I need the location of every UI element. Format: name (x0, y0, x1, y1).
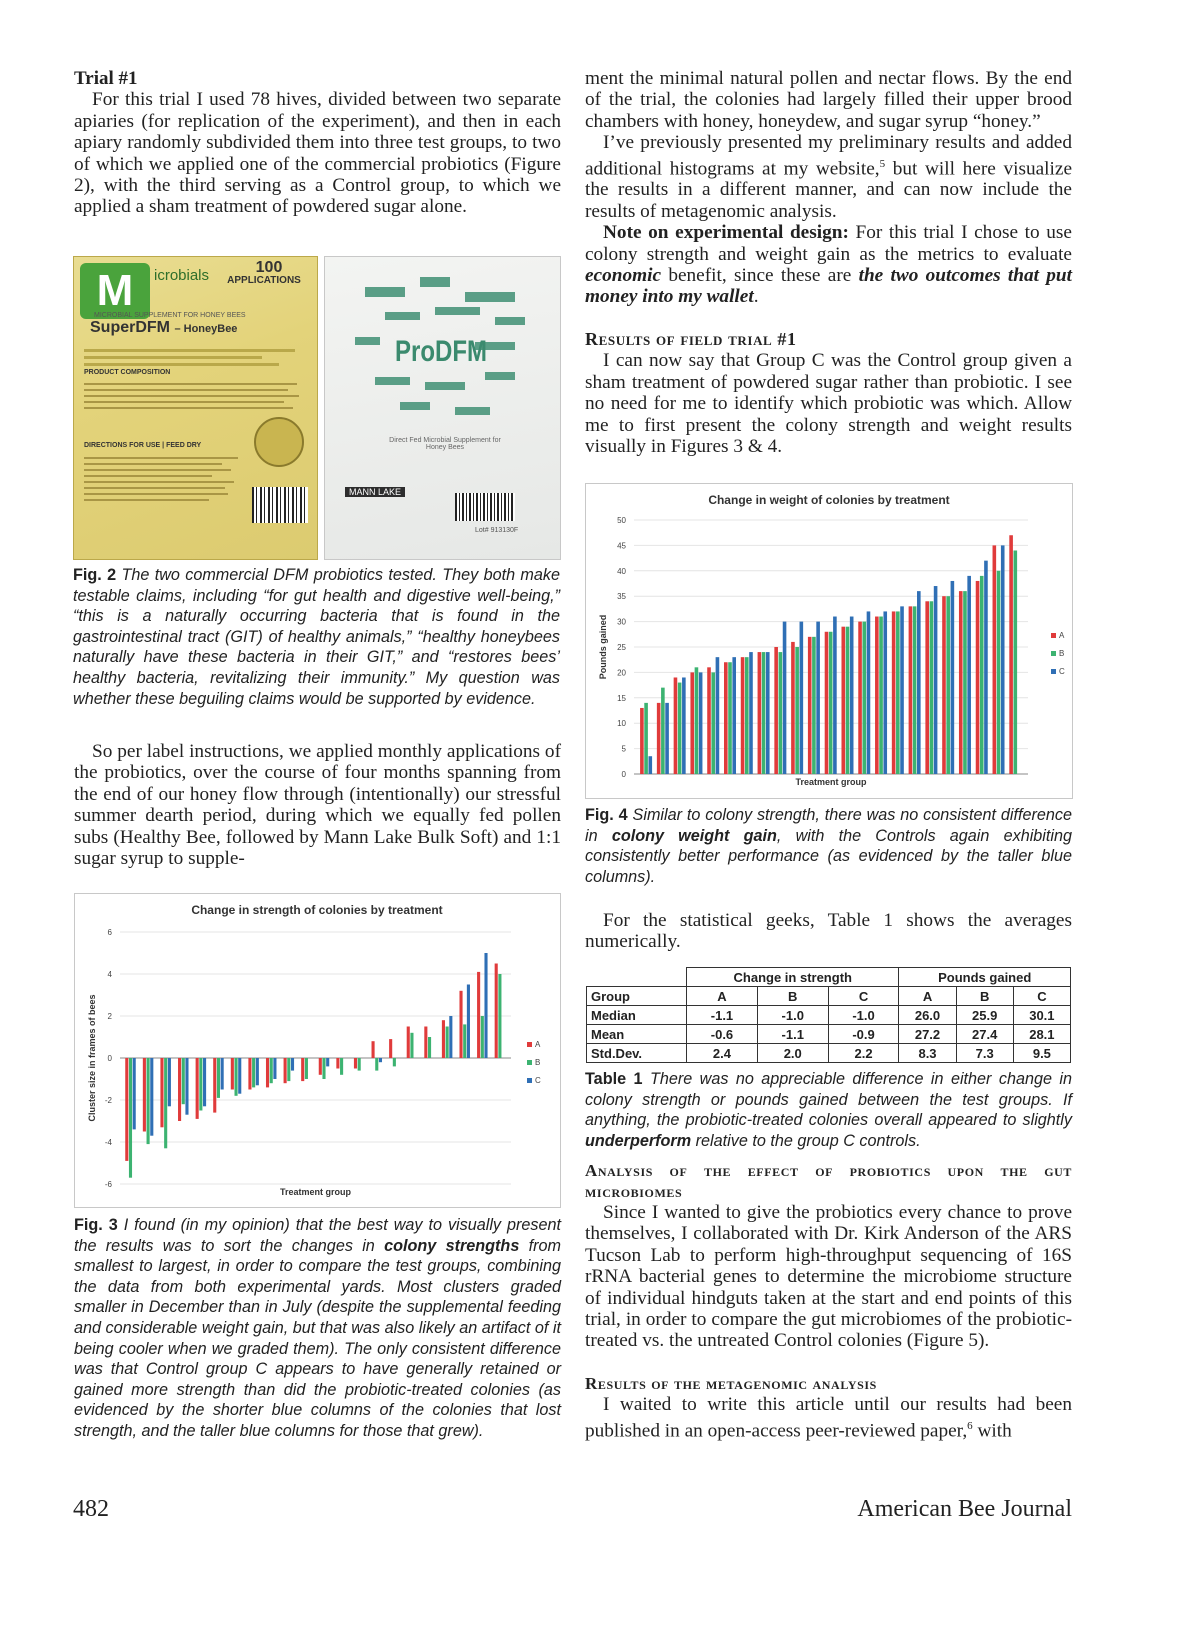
prodfm-photo (324, 256, 561, 560)
bar-b (946, 596, 950, 774)
table1-caption (585, 1069, 1072, 1151)
y-tick-label: 25 (617, 643, 626, 652)
weight-chart-svg (586, 484, 1072, 798)
table-cell: 26.0 (899, 1006, 956, 1025)
fig4-caption (585, 805, 1072, 887)
bar-a (495, 964, 498, 1059)
x-axis-label: Treatment group (279, 1187, 352, 1197)
y-tick-label: 5 (621, 744, 626, 754)
bar-c (221, 1058, 224, 1090)
table1 (586, 967, 1071, 1063)
paragraph: So per label instructions, we applied monthly applications of the probiotics, over the course of four months spanning from the end of our honey flow through (intentionally) our stressful summer dearth period, during which we equally fed pollen subs (Healthy Bee, followed by Mann Lake Bulk Soft) and 1:1 sugar syrup to supple- (74, 741, 561, 870)
bar-b (980, 576, 984, 774)
bar-c (917, 591, 921, 774)
bar-b (846, 627, 850, 774)
seal-badge (254, 417, 304, 467)
paragraph: For the statistical geeks, Table 1 shows the averages numerically. (585, 910, 1072, 953)
bar-c (273, 1058, 276, 1079)
caption-emphasis: underperform (585, 1131, 692, 1150)
bar-b (252, 1058, 255, 1087)
table-cell: -1.1 (687, 1006, 758, 1025)
paragraph: ment the minimal natural pollen and nectar flows. By the end of the trial, the colonies had largely filled their upper brood chambers with honey, honeydew, and sugar syrup “honey.” (585, 68, 1072, 132)
bar-b (896, 611, 900, 774)
y-tick-label: 35 (617, 592, 626, 602)
bar-a (1009, 535, 1013, 774)
bar-a (213, 1058, 216, 1113)
bar-c (150, 1058, 153, 1136)
bar-b (305, 1058, 308, 1079)
y-tick-label: 6 (107, 928, 112, 937)
bar-a (640, 708, 644, 774)
bar-b (217, 1058, 220, 1098)
bar-c (800, 622, 804, 774)
bar-a (791, 642, 795, 774)
bar-b (358, 1058, 361, 1071)
table-cell: B (956, 987, 1013, 1006)
bar-b (270, 1058, 273, 1083)
table-row-label: Group (587, 987, 687, 1006)
right-column-bottom (585, 1160, 1072, 1441)
bar-a (892, 611, 896, 774)
bar-a (942, 596, 946, 774)
bar-b (963, 591, 967, 774)
table-cell: 27.2 (899, 1025, 956, 1044)
bar-b (446, 1027, 449, 1059)
bar-b (287, 1058, 290, 1081)
caption-emphasis: colony weight gain (611, 826, 777, 845)
table-cell: -1.0 (757, 1006, 828, 1025)
bar-b (498, 974, 501, 1058)
table-cell: 27.4 (956, 1025, 1013, 1044)
chart-title: Change in weight of colonies by treatment (708, 493, 950, 507)
bar-b (812, 637, 816, 774)
legend-label: A (535, 1040, 541, 1049)
bar-b (930, 601, 934, 774)
bar-a (808, 637, 812, 774)
table-cell: C (1013, 987, 1070, 1006)
bar-c (749, 652, 753, 774)
bar-c (716, 657, 720, 774)
applications-label: APPLICATIONS (227, 275, 301, 286)
bar-c (883, 611, 887, 774)
trial-heading: Trial #1 (74, 68, 138, 89)
table-cell: 8.3 (899, 1044, 956, 1063)
prodfm-title: ProDFM (395, 335, 487, 368)
bar-b (795, 647, 799, 774)
table-row (587, 1025, 1071, 1044)
bar-c (1001, 545, 1005, 774)
table-cell: 25.9 (956, 1006, 1013, 1025)
table-group-header: Pounds gained (899, 968, 1071, 987)
bar-c (850, 617, 854, 774)
legend-label: A (1059, 631, 1065, 640)
section-heading: Results of the metagenomic analysis (585, 1373, 877, 1393)
bar-c (467, 985, 470, 1059)
caption-text: relative to the group C controls. (695, 1131, 921, 1150)
section-heading: Analysis of the effect of probiotics upon the gut microbiomes (585, 1161, 1072, 1201)
bar-a (774, 647, 778, 774)
bar-c (185, 1058, 188, 1115)
caption-text: There was no appreciable difference in either change in colony strength or pounds gained between the test groups. If anything, the probiotic-treated colonies overall appeared to slightly (585, 1070, 1073, 1130)
table-cell: 7.3 (956, 1044, 1013, 1063)
directions-text (84, 453, 244, 505)
bar-a (925, 601, 929, 774)
legend-label: C (535, 1076, 541, 1085)
table-cell: A (899, 987, 956, 1006)
left-column-top (74, 68, 561, 218)
label-fine-print (84, 345, 306, 370)
bar-b (879, 617, 883, 774)
bar-c (816, 622, 820, 774)
mann-lake-logo: MANN LAKE (345, 487, 405, 497)
section-heading: Results of field trial #1 (585, 328, 797, 349)
y-axis-label: Pounds gained (598, 614, 608, 680)
bar-a (266, 1058, 269, 1087)
fig3-chart (74, 893, 561, 1208)
table-row-label: Median (587, 1006, 687, 1025)
bar-a (858, 622, 862, 774)
table-cell: -0.9 (828, 1025, 899, 1044)
table-cell: -1.1 (757, 1025, 828, 1044)
x-axis-label: Treatment group (795, 777, 867, 787)
table-cell: 2.2 (828, 1044, 899, 1063)
table-cell: 30.1 (1013, 1006, 1070, 1025)
bar-b (779, 652, 783, 774)
bar-a (875, 617, 879, 774)
y-tick-label: 20 (617, 668, 626, 678)
bar-a (841, 627, 845, 774)
bar-b (678, 683, 682, 774)
table-header-row (587, 968, 1071, 987)
fig3-caption (74, 1215, 561, 1442)
bar-a (976, 581, 980, 774)
bar-c (766, 652, 770, 774)
y-tick-label: 50 (617, 516, 626, 525)
table-cell: A (687, 987, 758, 1006)
left-column-middle (74, 741, 561, 869)
bar-c (238, 1058, 241, 1094)
table-cell: C (828, 987, 899, 1006)
bar-c (665, 703, 669, 774)
bar-b (745, 657, 749, 774)
brand-label: icrobials (154, 267, 210, 284)
bar-a (354, 1058, 357, 1069)
bar-b (481, 1016, 484, 1058)
prodfm-subtitle: Direct Fed Microbial Supplement for Honey Bees (389, 437, 501, 451)
bar-a (178, 1058, 181, 1121)
paragraph: I can now say that Group C was the Control group given a sham treatment of powdered sugar rather than probiotic. I see no need for me to identify which probiotic was which. Allow me to first present the colony strength and weight results visually in Figures 3 & 4. (585, 350, 1072, 457)
bar-a (196, 1058, 199, 1119)
microbials-logo: M (80, 263, 150, 319)
caption-label: Fig. 2 (73, 566, 117, 584)
bar-a (477, 972, 480, 1058)
caption-label: Fig. 4 (585, 806, 628, 824)
bar-c (951, 581, 955, 774)
bar-a (909, 606, 913, 774)
table-row (587, 1006, 1071, 1025)
y-tick-label: 2 (107, 1012, 112, 1021)
bar-c (682, 677, 686, 774)
bar-b (164, 1058, 167, 1148)
paragraph: Note on experimental design: For this trial I chose to use colony strength and weight gain as the metrics to evaluate economic benefit, since these are the two outcomes that put money into my wallet. (585, 222, 1072, 308)
bar-c (256, 1058, 259, 1085)
journal-name: American Bee Journal (857, 1496, 1072, 1522)
y-tick-label: 0 (621, 770, 626, 779)
paragraph: Since I wanted to give the probiotics every chance to prove themselves, I collaborated with Dr. Kirk Anderson of the ARS Tucson Lab to perform high-throughput sequencing of 16S rRNA bacterial genes to determine the microbiome structure of individual hindguts taken at the start and end points of this trial, in order to compare the gut microbiomes of the probiotic-treated vs. the untreated Control colonies (Figure 5). (585, 1202, 1072, 1352)
chart-title: Change in strength of colonies by treatment (191, 903, 443, 917)
bar-a (758, 652, 762, 774)
bar-a (336, 1058, 339, 1069)
bar-c (168, 1058, 171, 1106)
bar-a (690, 672, 694, 774)
table-cell: -0.6 (687, 1025, 758, 1044)
bar-a (143, 1058, 146, 1132)
caption-label: Fig. 3 (74, 1216, 118, 1234)
bar-b (182, 1058, 185, 1104)
bar-b (340, 1058, 343, 1075)
y-tick-label: 0 (107, 1054, 112, 1063)
y-tick-label: -4 (104, 1138, 112, 1147)
y-tick-label: 30 (617, 617, 626, 627)
bar-a (674, 677, 678, 774)
bar-c (291, 1058, 294, 1071)
bar-b (463, 1024, 466, 1058)
legend-label: B (535, 1058, 541, 1067)
caption-text: The two commercial DFM probiotics tested. They both make testable claims, including “for gut health and digestive well-being,” “this is a naturally occurring bacteria that is found in the gastrointestinal tract (GIT) of healthy animals,” “healthy honeybees naturally have these bacteria in their GIT,” and “restores bees’ healthy bacteria, revitalizing their immunity.” My question was whether these beguiling claims would be supported by evidence. (73, 566, 561, 708)
legend-swatch (1051, 633, 1056, 638)
bar-c (699, 672, 703, 774)
table-row (587, 1044, 1071, 1063)
caption-emphasis: colony strengths (384, 1236, 520, 1255)
bar-b (997, 571, 1001, 774)
bar-c (833, 617, 837, 774)
bar-c (783, 622, 787, 774)
table-row (587, 987, 1071, 1006)
bar-b (322, 1058, 325, 1079)
table-cell: 9.5 (1013, 1044, 1070, 1063)
y-tick-label: 4 (107, 970, 112, 979)
bar-a (442, 1020, 445, 1058)
composition-heading: PRODUCT COMPOSITION (84, 369, 171, 376)
legend-label: B (1059, 649, 1065, 658)
bar-a (301, 1058, 304, 1081)
bar-b (711, 672, 715, 774)
bar-b (728, 662, 732, 774)
y-tick-label: 15 (617, 693, 626, 703)
legend-swatch (1051, 669, 1056, 674)
bar-c (867, 611, 871, 774)
y-tick-label: -6 (104, 1180, 112, 1189)
bar-c (934, 586, 938, 774)
table-cell: -1.0 (828, 1006, 899, 1025)
paragraph: For this trial I used 78 hives, divided between two separate apiaries (for replication of the experiment), and then in each apiary randomly subdivided them into three test groups, to two of which we applied one of the commercial probiotics (Figure 2), with the third serving as a Control group, to which we applied a sham treatment of powdered sugar alone. (74, 89, 561, 218)
bar-c (732, 657, 736, 774)
bar-b (862, 622, 866, 774)
fig2-caption (73, 565, 560, 709)
bar-a (284, 1058, 287, 1083)
bar-b (913, 606, 917, 774)
bar-b (829, 632, 833, 774)
bar-b (147, 1058, 150, 1144)
bar-c (203, 1058, 206, 1106)
y-tick-label: 40 (617, 566, 626, 576)
bar-b (410, 1033, 413, 1058)
page-number: 482 (73, 1496, 109, 1522)
paragraph: I waited to write this article until our results had been published in an open-access peer-reviewed paper,$^6$ with (585, 1394, 1072, 1442)
table-row-label: Mean (587, 1025, 687, 1044)
bar-c (379, 1058, 382, 1062)
caption-text: I found (in my opinion) that the best way to visually present the results was to sort the changes in (74, 1216, 561, 1255)
superdfm-photo (73, 256, 318, 560)
right-column-middle (585, 910, 1072, 953)
caption-label: Table 1 (585, 1070, 643, 1088)
bar-a (407, 1027, 410, 1059)
bar-c (900, 606, 904, 774)
applications-count: 100 (255, 259, 283, 276)
table-cell: 28.1 (1013, 1025, 1070, 1044)
bar-c (984, 561, 988, 774)
bar-a (125, 1058, 128, 1161)
table-cell: B (757, 987, 828, 1006)
right-column-top (585, 68, 1072, 457)
stats-table (586, 967, 1071, 1063)
bar-b (393, 1058, 396, 1066)
bar-a (319, 1058, 322, 1075)
bar-c (133, 1058, 136, 1129)
table-group-header: Change in strength (687, 968, 899, 987)
bar-a (248, 1058, 251, 1090)
legend-swatch (527, 1060, 532, 1065)
table-cell: 2.4 (687, 1044, 758, 1063)
table-cell: 2.0 (757, 1044, 828, 1063)
bar-c (484, 953, 487, 1058)
table-row-label: Std.Dev. (587, 1044, 687, 1063)
y-tick-label: -2 (104, 1096, 112, 1105)
paragraph: I’ve previously presented my preliminary results and added additional histograms at my website,$^5$ but will here visualize the results in a different manner, and can now include the results of metagenomic analysis. (585, 132, 1072, 222)
bar-a (389, 1039, 392, 1058)
legend-swatch (1051, 651, 1056, 656)
bar-c (326, 1058, 329, 1066)
bar-a (231, 1058, 234, 1090)
bar-a (959, 591, 963, 774)
fig4-chart (585, 483, 1073, 799)
lot-number: Lot# 913130F (475, 527, 519, 534)
composition-text (84, 379, 306, 413)
caption-text: Similar to colony strength, there was no consistent difference in (585, 806, 1072, 845)
legend-label: C (1059, 667, 1065, 676)
bar-c (967, 576, 971, 774)
legend-swatch (527, 1078, 532, 1083)
bar-a (657, 703, 661, 774)
bar-b (1014, 550, 1018, 774)
caption-text: , with the Controls again exhibiting consistently better performance (as evidenced by the taller blue columns). (585, 826, 1072, 886)
directions-heading: DIRECTIONS FOR USE | FEED DRY (84, 442, 202, 449)
bar-a (459, 991, 462, 1058)
legend-swatch (527, 1042, 532, 1047)
bar-a (825, 632, 829, 774)
bar-a (372, 1041, 375, 1058)
strength-chart-svg (75, 894, 560, 1207)
bar-c (648, 756, 652, 774)
bar-a (707, 667, 711, 774)
bar-a (741, 657, 745, 774)
y-axis-label: Cluster size in frames of bees (87, 994, 97, 1122)
bar-c (449, 1016, 452, 1058)
supplement-line: MICROBIAL SUPPLEMENT FOR HONEY BEES (94, 312, 246, 319)
bar-b (234, 1058, 237, 1096)
barcode (252, 487, 308, 523)
barcode (455, 493, 515, 521)
bar-b (129, 1058, 132, 1178)
bar-a (424, 1027, 427, 1059)
y-tick-label: 45 (617, 541, 626, 551)
bar-b (762, 652, 766, 774)
bar-a (160, 1058, 163, 1127)
bar-b (695, 667, 699, 774)
bar-b (661, 688, 665, 774)
bar-a (993, 545, 997, 774)
bar-a (724, 662, 728, 774)
product-name: SuperDFM – HoneyBee (90, 319, 238, 336)
y-tick-label: 10 (617, 719, 626, 729)
bar-b (644, 703, 648, 774)
bar-b (375, 1058, 378, 1071)
caption-text: from smallest to largest, in order to compare the test groups, combining the data from both experimental yards. Most clusters graded smaller in December than in July (despite the supplemental feeding and considerable weight gain, but that was also likely an artifact of it being cooler when we graded them). The only consistent difference was that Control group C appears to have generally retained or gained more strength than did the probiotic-treated colonies (as evidenced by the shorter blue columns of the colonies that lost strength, and the taller blue columns for those that grew). (74, 1236, 561, 1440)
bar-b (428, 1037, 431, 1058)
bar-b (199, 1058, 202, 1111)
